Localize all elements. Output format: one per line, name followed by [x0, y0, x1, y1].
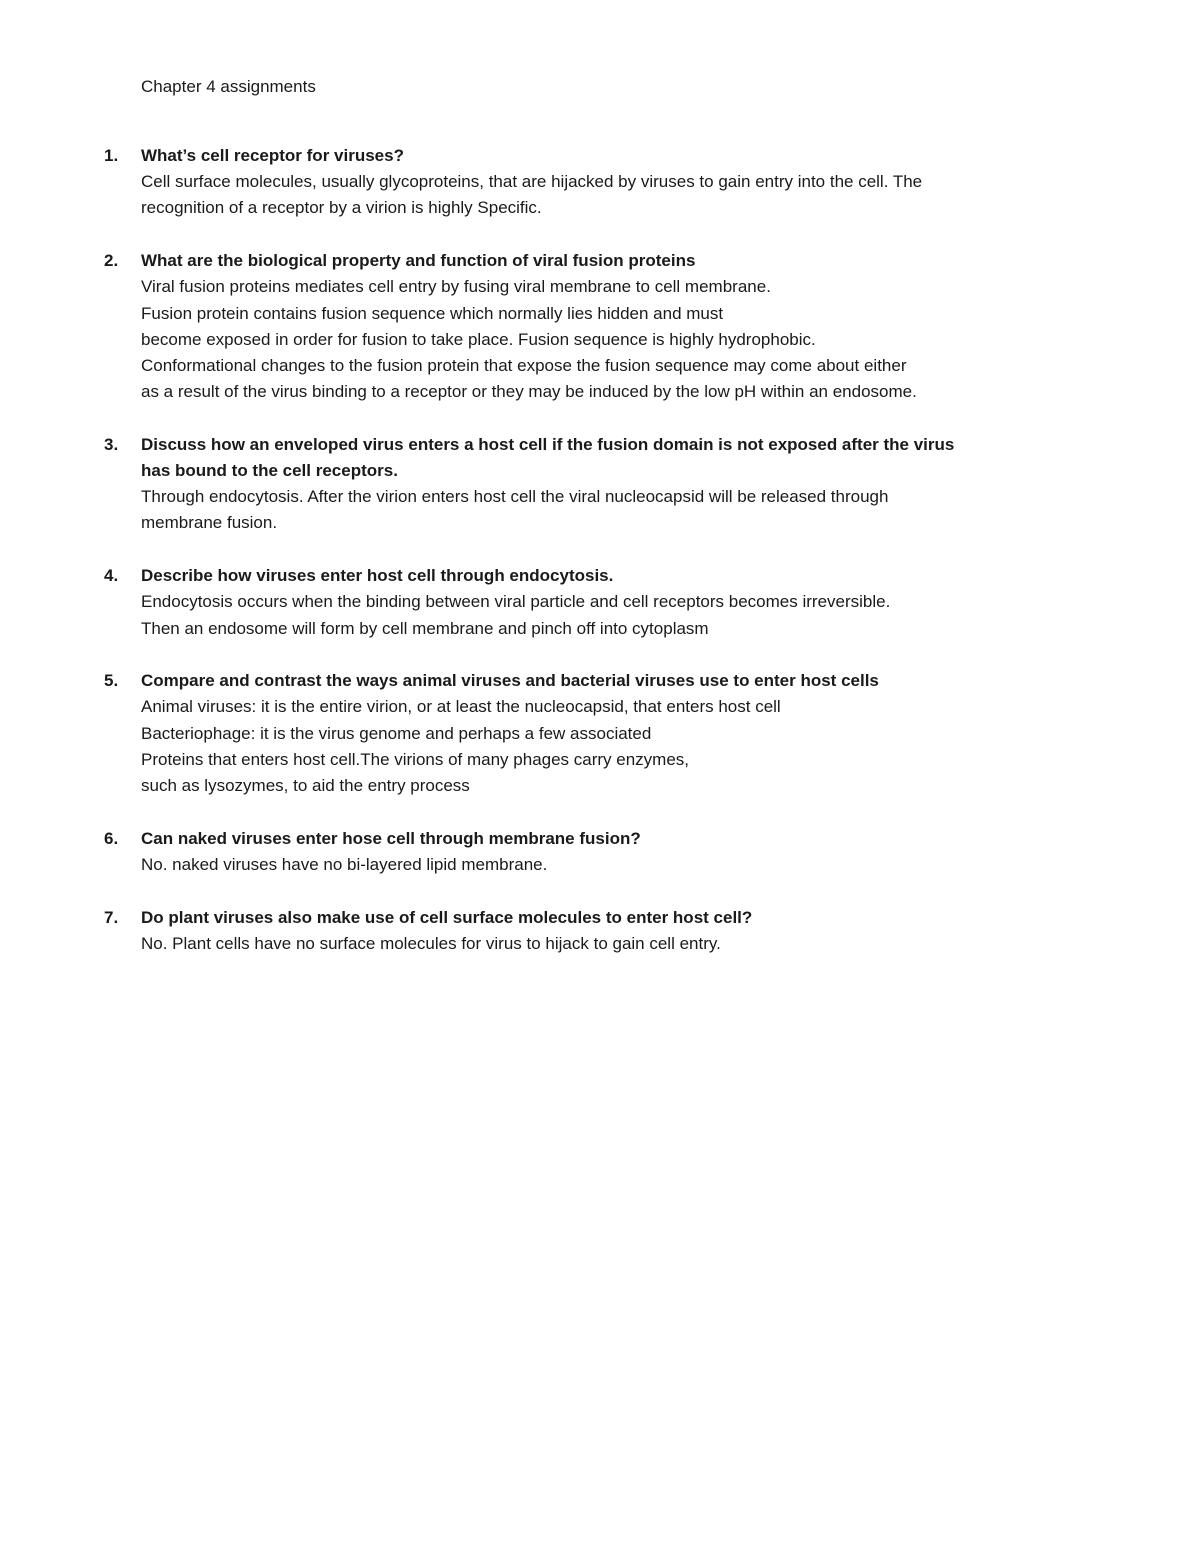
item-body: [141, 248, 1081, 405]
answer-text: No. naked viruses have no bi-layered lipid membrane.: [141, 854, 548, 874]
answer-text: Bacteriophage: it is the virus genome and perhaps a few associated: [141, 723, 652, 743]
answer-text: recognition of a receptor by a virion is highly Specific.: [141, 198, 542, 218]
question-text: has bound to the cell receptors.: [141, 461, 398, 481]
list-item: [0, 905, 1200, 957]
answer-text: Fusion protein contains fusion sequence which normally lies hidden and must: [141, 303, 724, 323]
list-item: [0, 143, 1200, 222]
item-body: [141, 563, 1081, 642]
answer-text: Proteins that enters host cell.The virions of many phages carry enzymes,: [141, 749, 690, 769]
item-number: 7.: [104, 907, 119, 927]
answer-text: Conformational changes to the fusion protein that expose the fusion sequence may come about either: [141, 355, 907, 375]
answer-text: membrane fusion.: [141, 513, 278, 533]
item-body: [141, 668, 1081, 799]
answer-text: Viral fusion proteins mediates cell entry by fusing viral membrane to cell membrane.: [141, 277, 771, 297]
item-body: [141, 826, 1081, 878]
question-list: [0, 143, 1200, 984]
item-number: 5.: [104, 671, 119, 691]
question-text: What’s cell receptor for viruses?: [141, 146, 404, 165]
question-text: What are the biological property and function of viral fusion proteins: [141, 251, 696, 271]
list-item: [0, 563, 1200, 642]
list-item: [0, 826, 1200, 878]
question-text: Compare and contrast the ways animal viruses and bacterial viruses use to enter host cells: [141, 671, 879, 691]
item-body: [141, 432, 1081, 537]
item-body: [141, 905, 1081, 957]
question-text: Do plant viruses also make use of cell surface molecules to enter host cell?: [141, 907, 753, 927]
answer-text: Endocytosis occurs when the binding between viral particle and cell receptors becomes irreversible.: [141, 592, 891, 612]
item-number: 1.: [104, 146, 119, 165]
item-number: 6.: [104, 828, 119, 848]
answer-text: Cell surface molecules, usually glycoproteins, that are hijacked by viruses to gain entry into the cell. The: [141, 172, 923, 192]
list-item: [0, 248, 1200, 405]
answer-text: No. Plant cells have no surface molecules for virus to hijack to gain cell entry.: [141, 933, 721, 953]
answer-text: become exposed in order for fusion to take place. Fusion sequence is highly hydrophobic.: [141, 329, 816, 349]
list-item: [0, 432, 1200, 537]
answer-text: as a result of the virus binding to a receptor or they may be induced by the low pH within an endosome.: [141, 382, 917, 402]
list-item: [0, 668, 1200, 799]
question-text: Can naked viruses enter hose cell through membrane fusion?: [141, 828, 641, 848]
item-number: 4.: [104, 566, 119, 586]
question-text: Describe how viruses enter host cell through endocytosis.: [141, 566, 614, 586]
document-title: Chapter 4 assignments: [141, 77, 316, 96]
item-body: [141, 143, 1081, 222]
question-text: Discuss how an enveloped virus enters a host cell if the fusion domain is not exposed after the virus: [141, 434, 955, 454]
answer-text: such as lysozymes, to aid the entry process: [141, 776, 470, 796]
item-number: 3.: [104, 434, 119, 454]
answer-text: Through endocytosis. After the virion enters host cell the viral nucleocapsid will be released through: [141, 487, 889, 507]
item-number: 2.: [104, 251, 119, 271]
answer-text: Animal viruses: it is the entire virion, or at least the nucleocapsid, that enters host cell: [141, 697, 781, 717]
answer-text: Then an endosome will form by cell membrane and pinch off into cytoplasm: [141, 618, 709, 638]
